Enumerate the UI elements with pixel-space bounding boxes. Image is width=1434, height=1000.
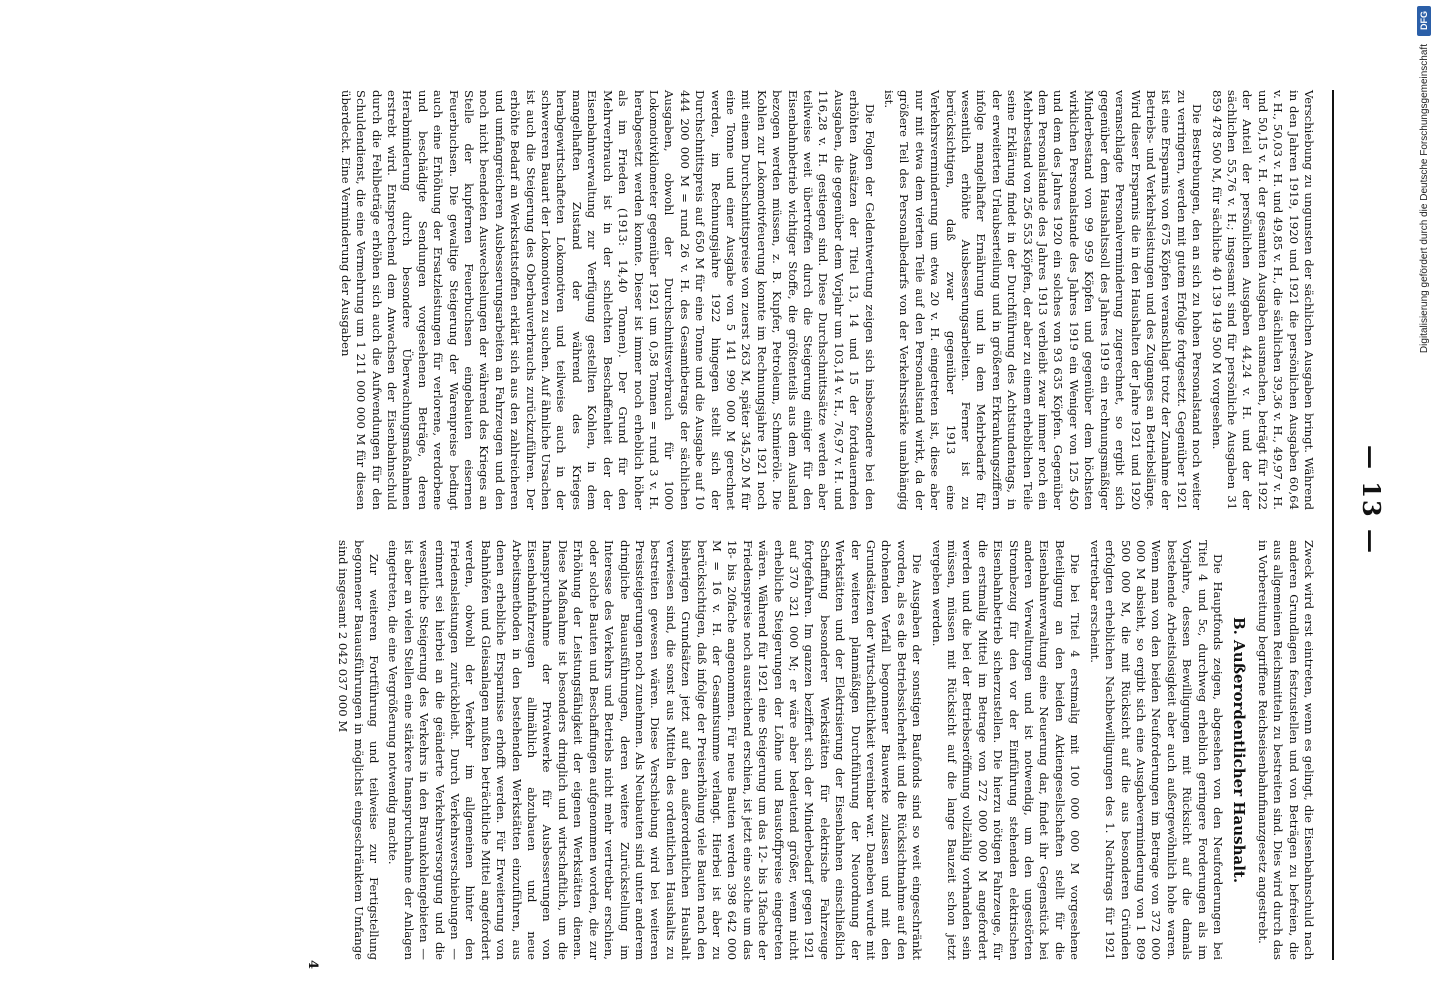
paragraph: Die bei Titel 4 erstmalig mit 100 000 000 M vorgesehene Beteiligung an den beiden Aktiengesellschaften stellt für die Eisenbahnverwaltung eine Neuerung dar, findet ihr Gegenstück bei anderen Verwaltungen und ist notwendig, um den ungestörten Strombezug für den vor der Einführung stehenden elektrischen Eisenbahnbetrieb sicherzustellen. Die hierzu nötigen Fahrzeuge, für die erstmalig Mittel im Betrage von 272 000 000 M angefordert werden und die bei der Betriebseröffnung vollzählig vorhanden sein müssen, müssen mit Rücksicht auf die lange Bauzeit schon jetzt vergeben werden.	[929, 540, 1083, 960]
section-heading: B. Außerordentlicher Haushalt.	[1230, 616, 1249, 884]
credit-text: Digitalisierung gefördert durch die Deutsche Forschungsgemeinschaft	[1418, 44, 1430, 354]
left-text-column	[333, 90, 1316, 510]
paragraph: Die Bestrebungen, den an sich zu hohen Personalstand noch weiter zu verringern, werden mit gutem Erfolge fortgesetzt. Gegenüber 1921 ist eine Ersparnis von 675 Köpfen veranschlagt trotz der Zunahme der Betriebs- und Verkehrsleistungen und des Zuganges an Betriebslänge. Wird dieser Ersparnis die in den Haushalten der Jahre 1921 und 1920 veranschlagte Personalverminderung zugerechnet, so ergibt sich gegenüber dem Haushaltssoll des Jahres 1919 ein rechnungsmäßiger Minderbestand von 99 959 Köpfen und gegenüber dem höchsten wirklichen Personalstande des Jahres 1919 ein Weniger von 125 450 und dem des Jahres 1920 ein solches von 93 635 Köpfen. Gegenüber dem Personalstande des Jahres 1913 verbleibt zwar immer noch ein Mehrbestand von 256 553 Köpfen, der aber zu einem erheblichen Teile seine Erklärung findet in der Durchführung des Achtstundentags, in der erweiterten Urlaubserteilung und in größeren Erkrankungsziffern infolge mangelhafter Ernährung und in dem Mehrbedarfe für wesentlich erhöhte Ausbesserungsarbeiten. Ferner ist zu berücksichtigen, daß zwar gegenüber 1913 eine Verkehrsverminderung um etwa 20 v. H. eingetreten ist, diese aber nur mit etwa dem vierten Teile auf den Personalstand wirkt, da der größere Teil des Personalbedarfs von der Verkehrsstärke unabhängig ist.	[882, 90, 1205, 510]
paragraph: Zweck wird erst eintreten, wenn es gelingt, die Eisenbahnschuld nach anderen Grundlagen festzustellen und von Beträgen zu befreien, die aus allgemeinen Reichsmitteln zu bestreiten sind. Dies wird durch das in Vorbereitung begriffene Reichseisenbahnfinanzgesetz angestrebt.	[1255, 540, 1316, 960]
paragraph: Die Folgen der Geldentwertung zeigen sich insbesondere bei den erhöhten Ansätzen der Titel 13, 14 und 15 der fortdauernden Ausgaben, die gegenüber dem Vorjahr um 103,14 v. H., 76,97 v. H. und 116,28 v. H. gestiegen sind. Diese Durchschnittssätze werden aber teilweise weit übertroffen durch die Steigerung einiger für den Eisenbahnbetrieb wichtiger Stoffe, die größtenteils aus dem Ausland bezogen werden müssen, z. B. Kupfer, Petroleum, Schmieröle. Die Kohlen zur Lokomotivfeuerung konnte im Rechnungsjahre 1921 noch mit einem Durchschnittspreise von zuerst 263 M, später 345,20 M für eine Tonne und einer Ausgabe von 5 141 990 000 M gerechnet werden, im Rechnungsjahre 1922 hingegen stellt sich der Durchschnittspreis auf 650 M für eine Tonne und die Ausgabe auf 10 444 200 000 M = rund 26 v. H. des Gesamtbetrags der sächlichen Ausgaben, obwohl der Durchschnittsverbrauch für 1000 Lokomotivkilometer gegenüber 1921 um 0,58 Tonnen = rund 3 v. H. herabgesetzt werden konnte. Dieser ist immer noch erheblich höher als im Frieden (1913: 14,40 Tonnen). Der Grund für den Mehrverbrauch ist in der schlechten Beschaffenheit der der Eisenbahnverwaltung zur Verfügung gestellten Kohlen, in dem mangelhaften Zustand der während des Krieges herabgewirtschafteten Lokomotiven und teilweise auch in der schwereren Bauart der Lokomotiven zu suchen. Auf ähnliche Ursachen ist auch die Steigerung des Oberbauverbrauchs zurückzuführen. Der erhöhte Bedarf an Werkstattstoffen erklärt sich aus den zahlreicheren und umfangreicheren Ausbesserungsarbeiten an Fahrzeugen und den noch nicht beendeten Auswechselungen der während des Krieges an Stelle der kupfernen Feuerbuchsen eingebauten eisernen Feuerbuchsen. Die gewaltige Steigerung der Warenpreise bedingt auch eine Erhöhung der Ersatzleistungen für verlorene, verdorbene und beschädigte Sendungen vorgesehenen Beträge, deren Herabminderung durch besondere Überwachungsmaßnahmen erstrebt wird. Entsprechend dem Anwachsen der Eisenbahnschuld durch die Fehlbeträge erhöhen sich auch die Aufwendungen für den Schuldendienst, die eine Vermehrung um 1 211 000 000 M für diesen überdeckt. Eine Verminderung der Ausgaben	[338, 90, 877, 510]
header-rule	[1332, 90, 1334, 960]
footer-page-number: 4	[305, 960, 320, 970]
digitization-credit	[1416, 10, 1432, 1000]
right-text-column	[331, 540, 1316, 960]
page-number-header: — 13 —	[1357, 444, 1386, 556]
paragraph: Zur weiteren Fortführung und teilweise zur Fertigstellung begonnener Bauausführungen in möglichst eingeschränktem Umfange sind insgesamt 2 042 037 000 M	[336, 540, 382, 960]
paragraph: Die Hauptfonds zeigen, abgesehen von den Neuforderungen bei Titel 4 und 5c, durchweg erheblich geringere Forderungen als im Vorjahre, dessen Bewilligungen mit Rücksicht auf die damals bestehende Arbeitslosigkeit aber auch außergewöhnlich hohe waren. Wenn man von den beiden Neuforderungen im Betrage von 372 000 000 M absieht, so ergibt sich eine Ausgabeverminderung von 1 809 500 000 M, die mit Rücksicht auf die aus besonderen Gründen erfolgten erheblichen Nachbewilligungen des 1. Nachtrags für 1921 vertretbar erscheint.	[1087, 540, 1225, 960]
paragraph: Die Ausgaben der sonstigen Baufonds sind so weit eingeschränkt worden, als es die Betriebssicherheit und die Rücksichtnahme auf den drohenden Verfall begonnener Bauwerke zulassen und mit den Grundsätzen der Wirtschaftlichkeit vereinbar war. Daneben wurde mit der weiteren planmäßigen Durchführung der Neuordnung der Werkstätten und der Elektrisierung der Eisenbahnen einschließlich Schaffung besonderer Werkstätten für elektrische Fahrzeuge fortgefahren. Im ganzen beziffert sich der Minderbedarf gegen 1921 auf 370 321 000 M; er wäre aber bedeutend größer, wenn nicht erhebliche Steigerungen der Löhne und Baustoffpreise eingetreten wären. Während für 1921 eine Steigerung um das 12- bis 13fache der Friedenspreise noch ausreichend erschien, ist jetzt eine solche um das 18- bis 20fache angenommen. Für neue Bauten werden 398 642 000 M = 16 v. H. der Gesamtsumme verlangt. Hierbei ist aber zu berücksichtigen, daß infolge der Preiserhöhung viele Bauten nach den bisherigen Grundsätzen jetzt auf den außerordentlichen Haushalt verwiesen sind, die sonst aus Mitteln des ordentlichen Haushalts zu bestreiten gewesen wären. Diese Verschiebung wird bei weiteren Preissteigerungen noch zunehmen. Als Neubauten sind unter anderem dringliche Bauausführungen, deren weitere Zurückstellung im Interesse des Verkehrs und Betriebs nicht mehr vertretbar erschien, oder solche Bauten und Beschaffungen aufgenommen worden, die zur Erhöhung der Leistungsfähigkeit der eigenen Werkstätten dienen. Diese Maßnahme ist besonders dringlich und wirtschaftlich, um die Inanspruchnahme der Privatwerke für Ausbesserungen von Eisenbahnfahrzeugen allmählich abzubauen und neue Arbeitsmethoden in den bestehenden Werkstätten einzuführen, aus denen erhebliche Ersparnisse erhofft werden. Für Erweiterung von Bahnhöfen und Gleisanlagen mußten beträchtliche Mittel angefordert werden, obwohl der Verkehr im allgemeinen hinter den Friedensleistungen zurückbleibt. Durch Verkehrsverschiebungen — erinnert sei hierbei an die geänderte Verkehrsversorgung und die wesentliche Steigerung des Verkehrs in den Braunkohlengebieten — ist aber an vielen Stellen eine stärkere Inanspruchnahme der Anlagen eingetreten, die eine Vergrößerung notwendig machte.	[386, 540, 925, 960]
dfg-logo: DFG	[1417, 6, 1431, 36]
paragraph: Verschiebung zu ungunsten der sächlichen Ausgaben bringt. Während in den Jahren 1919, 1920 und 1921 die persönlichen Ausgaben 60,64 v. H., 50,03 v. H. und 49,85 v. H., die sächlichen 39,36 v. H., 49,97 v. H. und 50,15 v. H. der gesamten Ausgaben ausmachen, beträgt für 1922 der Anteil der persönlichen Ausgaben 44,24 v. H. und der der sächlichen 55,76 v. H.; insgesamt sind für persönliche Ausgaben 31 859 478 500 M, für sächliche 40 139 149 500 M vorgesehen.	[1209, 90, 1316, 510]
